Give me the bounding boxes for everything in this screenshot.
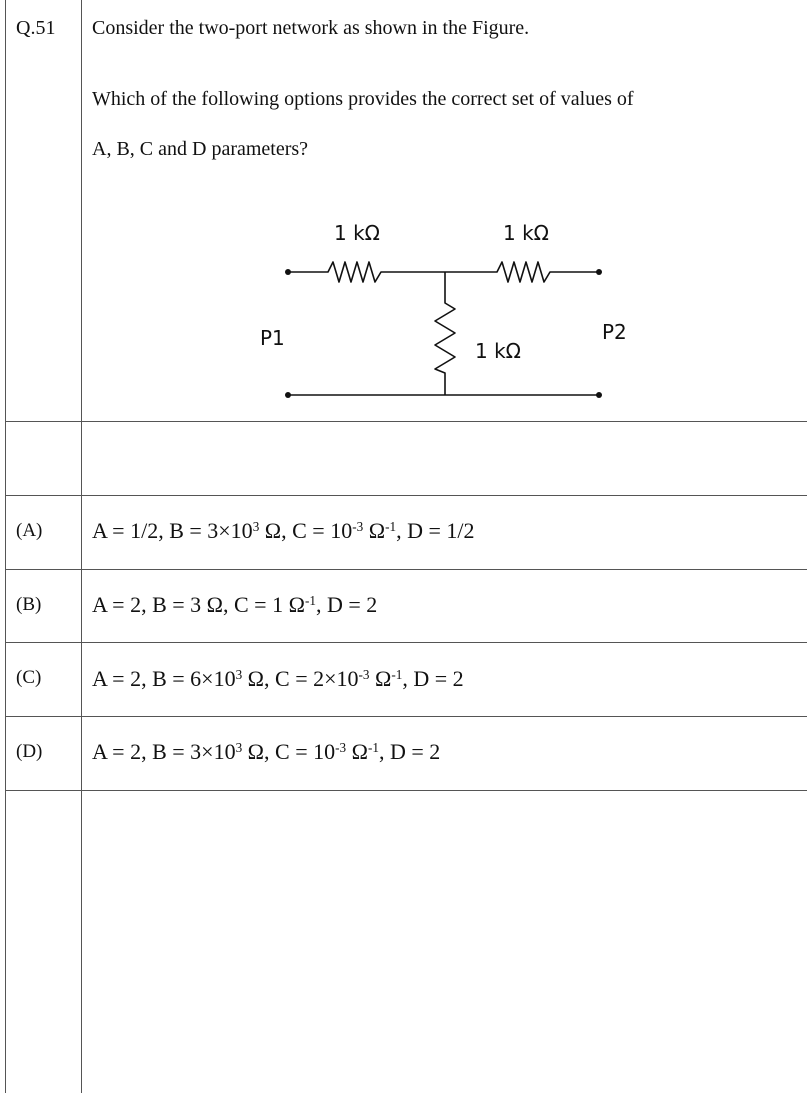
terminal-dot <box>285 269 291 275</box>
option-d-part: Ω <box>346 739 368 764</box>
option-d-text[interactable] <box>92 739 440 765</box>
row-divider <box>5 421 807 422</box>
two-port-circuit-figure <box>240 205 640 415</box>
option-a-exponent: 3 <box>252 518 260 534</box>
option-b-part: A = 2, B = 3 Ω, C = 1 Ω <box>92 592 305 617</box>
row-divider <box>5 642 807 643</box>
resistor-label-right: 1 kΩ <box>503 221 549 245</box>
resistor-label-left: 1 kΩ <box>334 221 380 245</box>
terminal-dot <box>596 269 602 275</box>
option-d-exponent: 3 <box>235 739 243 755</box>
option-d-part: A = 2, B = 3×10 <box>92 739 236 764</box>
option-a-part: , D = 1/2 <box>396 518 475 543</box>
option-c-exponent: -3 <box>358 666 370 682</box>
option-b-exponent: -1 <box>304 592 316 608</box>
option-b-label: (B) <box>16 594 42 615</box>
table-column-divider <box>81 0 82 1093</box>
option-d-exponent: -3 <box>335 739 347 755</box>
row-divider <box>5 790 807 791</box>
option-d-label: (D) <box>16 741 43 762</box>
option-c-exponent: 3 <box>235 666 243 682</box>
port-label-p1: P1 <box>260 326 285 350</box>
option-c-part: , D = 2 <box>402 666 464 691</box>
option-c-exponent: -1 <box>391 666 403 682</box>
option-a-part: A = 1/2, B = 3×10 <box>92 518 253 543</box>
option-c-text[interactable] <box>92 666 464 692</box>
row-divider <box>5 716 807 717</box>
table-border-left <box>5 0 6 1093</box>
option-a-text[interactable] <box>92 518 475 544</box>
option-b-text[interactable] <box>92 592 377 618</box>
top-wire-right-resistor <box>445 262 599 282</box>
option-c-part: Ω <box>369 666 392 691</box>
option-a-part: Ω <box>363 518 386 543</box>
question-text-line-2: Which of the following options provides the correct set of values of <box>92 88 634 110</box>
question-number: Q.51 <box>16 17 56 39</box>
option-c-label: (C) <box>16 667 42 688</box>
option-a-part: Ω, C = 10 <box>259 518 353 543</box>
option-c-part: A = 2, B = 6×10 <box>92 666 236 691</box>
option-a-exponent: -1 <box>385 518 397 534</box>
option-b-part: , D = 2 <box>315 592 378 617</box>
row-divider <box>5 495 807 496</box>
question-text-line-1: Consider the two-port network as shown in the Figure. <box>92 17 530 39</box>
option-a-label: (A) <box>16 520 43 541</box>
option-c-part: Ω, C = 2×10 <box>242 666 359 691</box>
terminal-dot <box>596 392 602 398</box>
shunt-resistor <box>435 272 455 395</box>
port-label-p2: P2 <box>602 320 627 344</box>
option-d-part: Ω, C = 10 <box>242 739 336 764</box>
option-d-exponent: -1 <box>367 739 379 755</box>
option-a-exponent: -3 <box>352 518 364 534</box>
option-d-part: , D = 2 <box>378 739 441 764</box>
question-text-line-3: A, B, C and D parameters? <box>92 138 309 160</box>
terminal-dot <box>285 392 291 398</box>
top-wire-left-resistor <box>288 262 445 282</box>
row-divider <box>5 569 807 570</box>
resistor-label-shunt: 1 kΩ <box>475 339 521 363</box>
